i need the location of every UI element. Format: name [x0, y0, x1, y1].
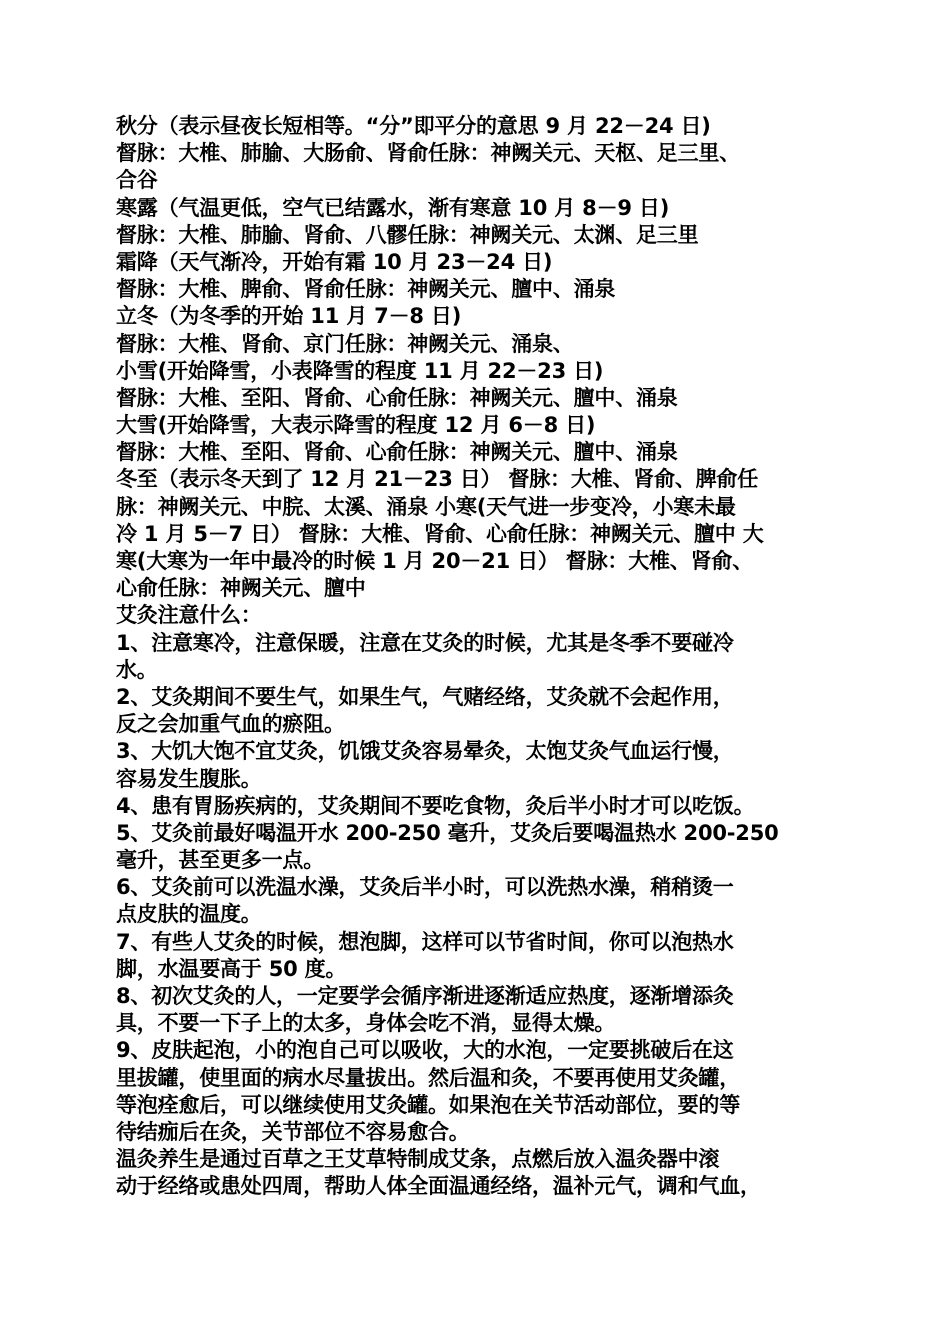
text-line: 督脉：大椎、肺腧、大肠俞、肾俞任脉：神阙关元、天枢、足三里、 [116, 141, 740, 166]
text-line: 2、艾灸期间不要生气，如果生气，气赌经络，艾灸就不会起作用， [116, 684, 734, 709]
text-line: 等泡痊愈后，可以继续使用艾灸罐。如果泡在关节活动部位，要的等 [116, 1092, 740, 1117]
text-line: 动于经络或患处四周，帮助人体全面温通经络，温补元气，调和气血， [116, 1174, 761, 1199]
text-line: 具，不要一下子上的太多，身体会吃不消，显得太燥。 [116, 1011, 616, 1036]
text-line: 里拔罐，使里面的病水尽量拔出。然后温和灸，不要再使用艾灸罐， [116, 1065, 740, 1090]
text-line: 督脉：大椎、脾俞、肾俞任脉：神阙关元、膻中、涌泉 [116, 277, 616, 302]
text-line: 立冬（为冬季的开始 11 月 7－8 日) [116, 304, 462, 329]
text-line: 督脉：大椎、至阳、肾俞、心俞任脉：神阙关元、膻中、涌泉 [116, 440, 678, 465]
text-line: 脉：神阙关元、中脘、太溪、涌泉 小寒(天气进一步变冷，小寒未最 [116, 494, 736, 519]
text-line: 6、艾灸前可以洗温水澡，艾灸后半小时，可以洗热水澡，稍稍烫一 [116, 875, 734, 900]
text-line: 点皮肤的温度。 [116, 902, 262, 927]
text-line: 4、患有胃肠疾病的，艾灸期间不要吃食物，灸后半小时才可以吃饭。 [116, 793, 755, 818]
text-line: 5、艾灸前最好喝温开水 200-250 毫升，艾灸后要喝温热水 200-250 [116, 820, 779, 845]
document-page [116, 113, 838, 1201]
text-line: 冷 1 月 5－7 日） 督脉：大椎、肾俞、心俞任脉：神阙关元、膻中 大 [116, 521, 764, 546]
text-line: 督脉：大椎、至阳、肾俞、心俞任脉：神阙关元、膻中、涌泉 [116, 385, 678, 410]
text-line: 温灸养生是通过百草之王艾草特制成艾条，点燃后放入温灸器中滚 [116, 1147, 720, 1172]
text-line: 艾灸注意什么： [116, 603, 262, 628]
text-line: 水。 [116, 657, 158, 682]
text-line: 7、有些人艾灸的时候，想泡脚，这样可以节省时间，你可以泡热水 [116, 929, 734, 954]
text-line: 督脉：大椎、肺腧、肾俞、八髎任脉：神阙关元、太渊、足三里 [116, 222, 699, 247]
text-line: 容易发生腹胀。 [116, 766, 262, 791]
text-line: 寒露（气温更低，空气已结露水，渐有寒意 10 月 8－9 日) [116, 195, 670, 220]
text-line: 1、注意寒冷，注意保暖，注意在艾灸的时候，尤其是冬季不要碰冷 [116, 630, 734, 655]
text-line: 冬至（表示冬天到了 12 月 21－23 日） 督脉：大椎、肾俞、脾俞任 [116, 467, 759, 492]
text-line: 秋分（表示昼夜长短相等。“分”即平分的意思 9 月 22－24 日) [116, 114, 711, 138]
text-line: 反之会加重气血的瘀阻。 [116, 712, 345, 737]
text-line: 大雪(开始降雪，大表示降雪的程度 12 月 6－8 日) [116, 413, 596, 438]
text-line: 毫升，甚至更多一点。 [116, 848, 324, 873]
text-line: 脚，水温要高于 50 度。 [116, 956, 347, 981]
text-line: 督脉：大椎、肾俞、京门任脉：神阙关元、涌泉、 [116, 331, 574, 356]
text-line: 3、大饥大饱不宜艾灸，饥饿艾灸容易晕灸，太饱艾灸气血运行慢， [116, 739, 734, 764]
text-line: 小雪(开始降雪，小表降雪的程度 11 月 22－23 日) [116, 358, 604, 383]
text-line: 8、初次艾灸的人，一定要学会循序渐进逐渐适应热度，逐渐增添灸 [116, 984, 734, 1008]
text-line: 待结痂后在灸，关节部位不容易愈合。 [116, 1119, 470, 1144]
text-line: 寒(大寒为一年中最冷的时候 1 月 20－21 日） 督脉：大椎、肾俞、 [116, 549, 754, 573]
text-line: 合谷 [116, 168, 158, 193]
text-line: 心俞任脉：神阙关元、膻中 [116, 576, 366, 601]
text-line: 9、皮肤起泡，小的泡自己可以吸收，大的水泡，一定要挑破后在这 [116, 1038, 734, 1063]
text-line: 霜降（天气渐冷，开始有霜 10 月 23－24 日) [116, 249, 553, 274]
